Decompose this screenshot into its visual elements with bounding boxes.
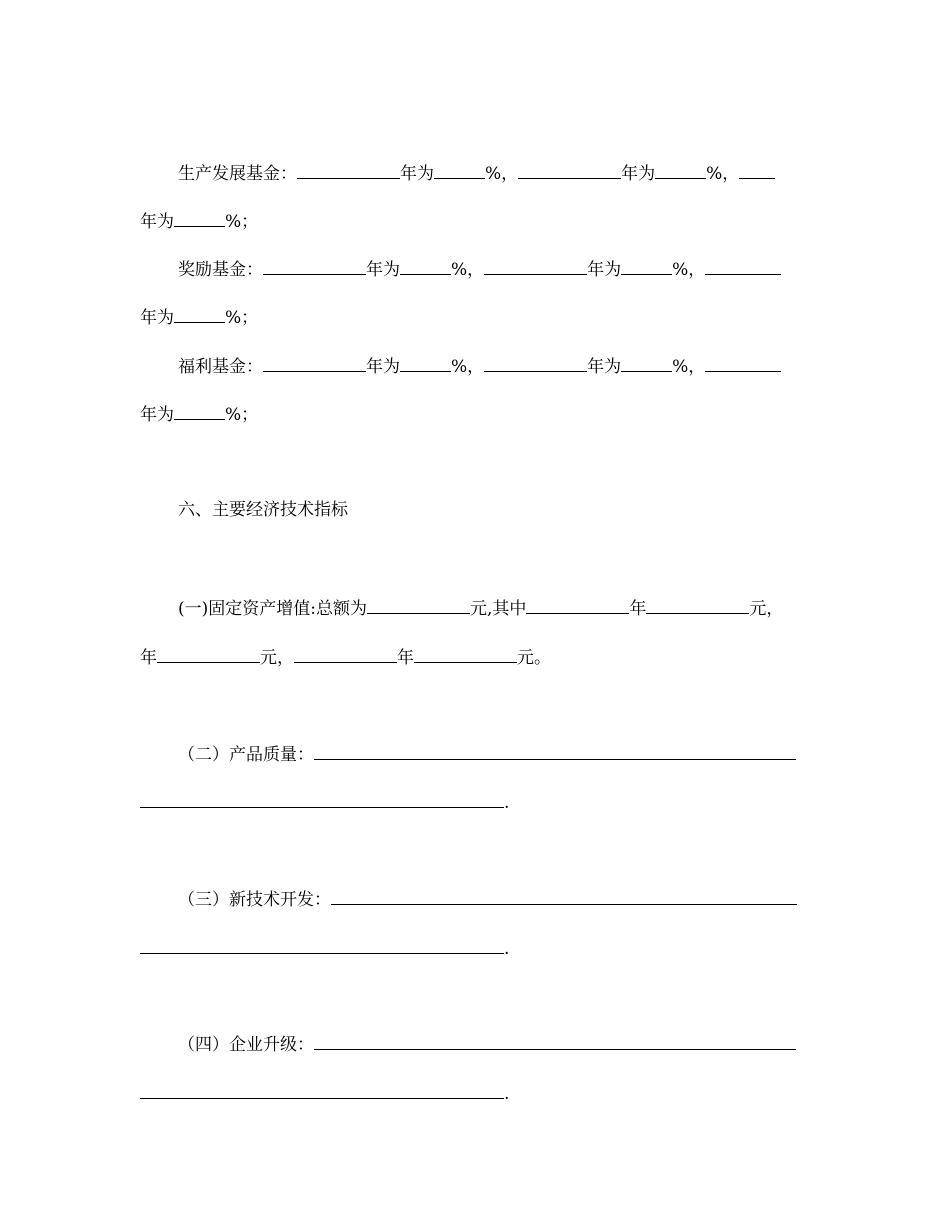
period-text: . [504,939,510,959]
blank-field[interactable] [174,304,225,323]
percent-text: %； [225,405,259,425]
product-quality-line [140,741,811,765]
fund-line-reward-cont [140,304,811,328]
fixed-assets-label: (一)固定资产增值:总额为 [178,599,367,619]
blank-field[interactable] [484,256,587,275]
percent-text: %， [672,260,706,280]
new-tech-label: （三）新技术开发： [178,890,331,910]
fund-line-welfare-cont [140,401,811,425]
new-tech-line-cont [140,935,811,959]
blank-field[interactable] [526,595,629,614]
blank-field[interactable] [646,595,749,614]
fund-line-reward [140,256,811,280]
percent-text: %， [451,260,485,280]
yuan-text: 元。 [517,648,551,668]
yuan-text: 元， [749,599,784,619]
blank-field[interactable] [140,935,504,954]
fund-label: 生产发展基金： [178,164,297,184]
year-text: 年为 [140,212,174,232]
blank-field[interactable] [263,353,366,372]
blank-field[interactable] [705,256,781,275]
blank-field[interactable] [331,886,797,905]
year-text: 年 [629,599,647,619]
percent-text: %， [672,357,706,377]
period-text: . [504,1084,510,1104]
blank-field[interactable] [140,789,504,808]
percent-text: %， [485,164,519,184]
blank-field[interactable] [294,644,397,663]
blank-field[interactable] [400,256,451,275]
percent-text: %， [451,357,485,377]
year-text: 年 [397,648,414,668]
fund-label: 福利基金： [178,357,263,377]
blank-field[interactable] [297,160,400,179]
blank-field[interactable] [174,401,225,420]
enterprise-upgrade-label: （四）企业升级： [178,1035,314,1055]
period-text: . [504,793,510,813]
blank-field[interactable] [314,1031,796,1050]
blank-field[interactable] [140,1080,504,1099]
percent-text: %； [225,212,259,232]
product-quality-label: （二）产品质量： [178,745,314,765]
year-text: 年为 [400,164,434,184]
year-text: 年为 [140,405,174,425]
year-text: 年为 [366,260,400,280]
fixed-assets-line-cont [140,644,811,668]
blank-field[interactable] [518,160,621,179]
product-quality-line-cont [140,789,811,813]
year-text: 年为 [621,164,656,184]
year-text: 年为 [587,357,622,377]
fund-line-welfare [140,353,811,377]
blank-field[interactable] [157,644,260,663]
yuan-text: 元,其中 [470,599,527,619]
blank-field[interactable] [367,595,470,614]
year-text: 年为 [140,308,174,328]
fixed-assets-line [140,595,811,619]
blank-field[interactable] [655,160,706,179]
blank-field[interactable] [739,160,775,179]
blank-field[interactable] [484,353,587,372]
fund-label: 奖励基金： [178,260,263,280]
yuan-text: 元， [260,648,294,668]
percent-text: %， [706,164,740,184]
percent-text: %； [225,308,259,328]
section-heading [140,498,811,522]
blank-field[interactable] [705,353,781,372]
enterprise-upgrade-line [140,1031,811,1055]
year-text: 年为 [587,260,622,280]
blank-field[interactable] [263,256,366,275]
section-six-title: 六、主要经济技术指标 [178,500,348,520]
blank-field[interactable] [174,208,225,227]
blank-field[interactable] [434,160,485,179]
fund-line-production-cont [140,208,811,232]
blank-field[interactable] [314,741,796,760]
new-tech-line [140,886,811,910]
blank-field[interactable] [621,353,672,372]
year-text: 年为 [366,357,400,377]
blank-field[interactable] [621,256,672,275]
fund-line-production [140,160,811,184]
enterprise-upgrade-line-cont [140,1080,811,1104]
blank-field[interactable] [414,644,517,663]
blank-field[interactable] [400,353,451,372]
year-text: 年 [140,648,157,668]
